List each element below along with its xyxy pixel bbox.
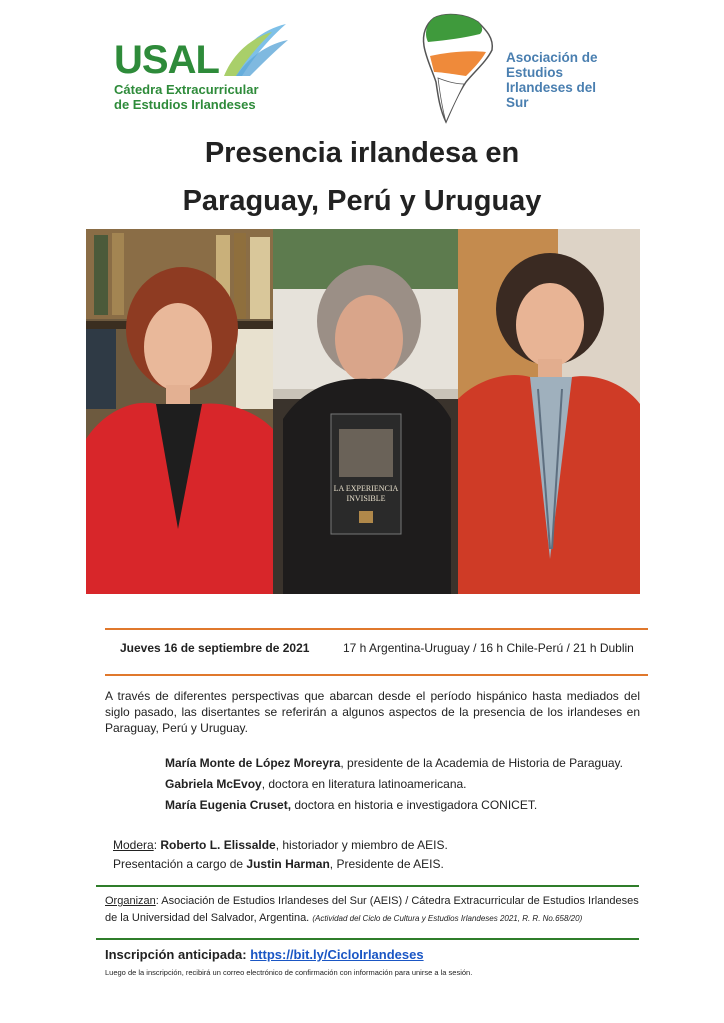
- woman-red-blazer-icon: [86, 229, 273, 594]
- presenter-name: Justin Harman: [246, 857, 330, 871]
- usal-subtitle-line2: de Estudios Irlandeses: [114, 97, 256, 112]
- moderator-sep: :: [153, 838, 161, 852]
- aeis-name-line1: Asociación de: [506, 50, 598, 65]
- speaker-photo-1: [86, 229, 273, 594]
- south-america-map-icon: [420, 12, 502, 124]
- woman-red-blazer-striped-icon: [458, 229, 640, 594]
- moderator-name: Roberto L. Elissalde: [160, 838, 276, 852]
- registration-note: Luego de la inscripción, recibirá un correo electrónico de confirmación con información para unirse a la sesión.: [105, 968, 473, 977]
- speaker-name: María Monte de López Moreyra: [165, 756, 341, 770]
- speaker-role: doctora en historia e investigadora CONICET.: [291, 798, 538, 812]
- organizers-note: (Actividad del Ciclo de Cultura y Estudios Irlandeses 2021, R. R. No.658/20): [312, 914, 583, 923]
- usal-leaf-icon: [220, 18, 290, 80]
- organizers-paragraph: [105, 893, 640, 927]
- aeis-logo: [420, 12, 640, 127]
- speaker-name: Gabriela McEvoy: [165, 777, 262, 791]
- intro-paragraph: A través de diferentes perspectivas que abarcan desde el período hispánico hasta mediados del siglo pasado, las disertantes se referirán a algunos aspectos de la presencia de los irlandeses en Paraguay, Perú y Uruguay.: [105, 689, 640, 735]
- speaker-name: María Eugenia Cruset,: [165, 798, 292, 812]
- usal-subtitle: [114, 82, 259, 112]
- speaker-line: [165, 798, 537, 812]
- registration-link[interactable]: https://bit.ly/CicloIrlandeses: [250, 947, 424, 962]
- page-title-line2: Paraguay, Perú y Uruguay: [182, 185, 542, 217]
- svg-text:INVISIBLE: INVISIBLE: [346, 494, 386, 503]
- usal-logo: [108, 10, 293, 125]
- speaker-photo-2: [273, 229, 458, 594]
- usal-wordmark: USAL: [114, 38, 219, 82]
- divider-green-bottom: [96, 938, 639, 940]
- registration-sep: :: [242, 947, 251, 962]
- organizers-text: : Asociación de Estudios Irlandeses del Sur (AEIS) / Cátedra Extracurricular de Estudios Irlandeses de la Universidad del Salvador, Argentina.: [105, 895, 639, 924]
- speaker-role: , presidente de la Academia de Historia de Paraguay.: [340, 756, 623, 770]
- registration-line: [105, 947, 424, 962]
- moderator-label: Modera: [113, 838, 154, 852]
- speaker-role: , doctora en literatura latinoamericana.: [261, 777, 467, 791]
- aeis-name-line2: Estudios: [506, 65, 564, 80]
- presenter-line: [113, 857, 444, 871]
- organizers-label: Organizan: [105, 895, 156, 907]
- aeis-name-line3: Irlandeses del: [506, 80, 597, 95]
- usal-subtitle-line1: Cátedra Extracurricular: [114, 82, 259, 97]
- divider-green-top: [96, 885, 639, 887]
- svg-text:LA EXPERIENCIA: LA EXPERIENCIA: [333, 484, 399, 493]
- divider-orange-bottom: [105, 674, 648, 676]
- presenter-prefix: Presentación a cargo de: [113, 857, 247, 871]
- speaker-line: [165, 756, 623, 770]
- event-date: Jueves 16 de septiembre de 2021: [120, 641, 310, 655]
- registration-label: Inscripción anticipada: [105, 947, 243, 962]
- event-times: 17 h Argentina-Uruguay / 16 h Chile-Perú / 21 h Dublin: [343, 641, 634, 655]
- speaker-line: [165, 777, 467, 791]
- divider-orange-top: [105, 628, 648, 630]
- speaker-photo-3: [458, 229, 640, 594]
- aeis-name-line4: Sur: [506, 95, 529, 110]
- page-title-line1: Presencia irlandesa en: [204, 137, 520, 169]
- woman-holding-book-icon: [273, 229, 458, 594]
- aeis-name: [506, 50, 636, 110]
- moderator-line: [113, 838, 448, 852]
- moderator-desc: , historiador y miembro de AEIS.: [275, 838, 448, 852]
- presenter-suffix: , Presidente de AEIS.: [329, 857, 444, 871]
